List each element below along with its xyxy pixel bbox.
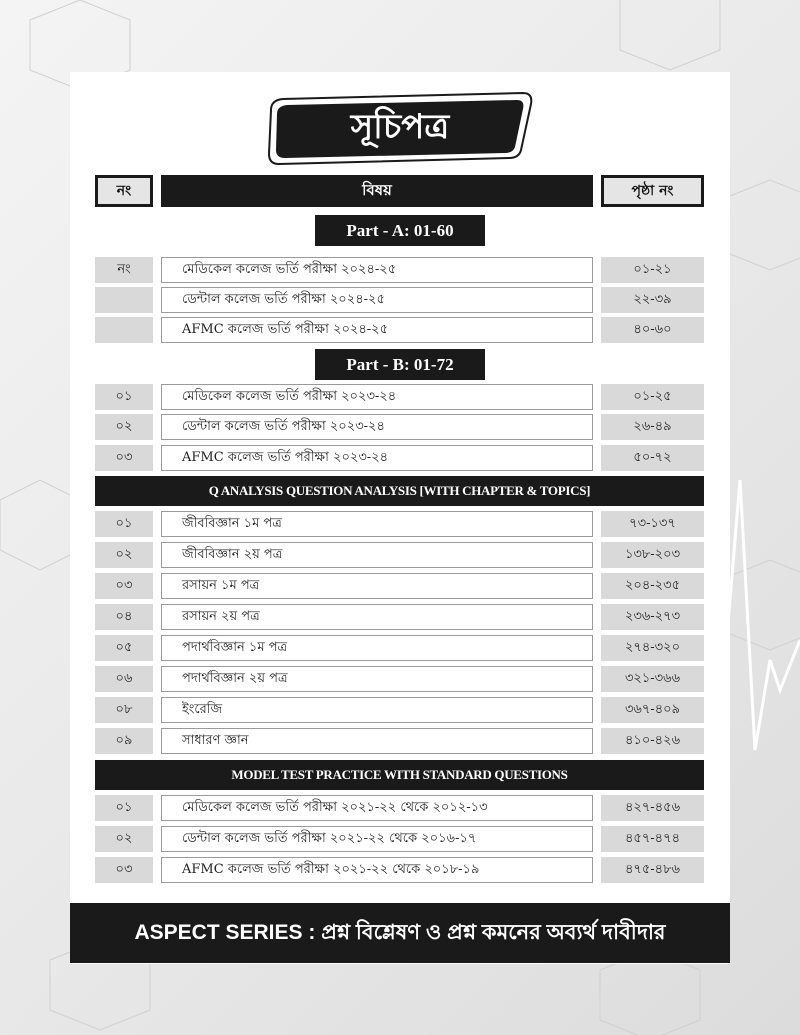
row-page: ৪৭৫-৪৮৬	[601, 857, 704, 883]
row-subject: ডেন্টাল কলেজ ভর্তি পরীক্ষা ২০২৪-২৫	[161, 287, 593, 313]
row-no: ০১	[95, 795, 153, 821]
section-label-q-analysis: Q ANALYSIS QUESTION ANALYSIS [WITH CHAPTER & TOPICS]	[95, 476, 704, 506]
section-label-model-test: MODEL TEST PRACTICE WITH STANDARD QUESTIONS	[95, 760, 704, 790]
row-page: ০১-২১	[601, 257, 704, 283]
row-subject: ডেন্টাল কলেজ ভর্তি পরীক্ষা ২০২৩-২৪	[161, 414, 593, 440]
row-subject: রসায়ন ২য় পত্র	[161, 604, 593, 630]
page-title: সূচিপত্র	[350, 106, 450, 147]
row-page: ২০৪-২৩৫	[601, 573, 704, 599]
row-page: ২৩৬-২৭৩	[601, 604, 704, 630]
row-subject: পদার্থবিজ্ঞান ২য় পত্র	[161, 666, 593, 692]
row-subject: জীববিজ্ঞান ১ম পত্র	[161, 511, 593, 537]
row-no: ০২	[95, 414, 153, 440]
row-page: ৪৫৭-৪৭৪	[601, 826, 704, 852]
row-no: ০৩	[95, 857, 153, 883]
header-no: নং	[95, 175, 153, 207]
row-subject: সাধারণ জ্ঞান	[161, 728, 593, 754]
header-subject: বিষয়	[161, 175, 593, 207]
row-page: ৫০-৭২	[601, 445, 704, 471]
row-no: নং	[95, 257, 153, 283]
row-subject: মেডিকেল কলেজ ভর্তি পরীক্ষা ২০২৩-২৪	[161, 384, 593, 410]
row-no: ০৫	[95, 635, 153, 661]
row-subject: AFMC কলেজ ভর্তি পরীক্ষা ২০২১-২২ থেকে ২০১৮-১৯	[161, 857, 593, 883]
row-page: ৩২১-৩৬৬	[601, 666, 704, 692]
row-subject: জীববিজ্ঞান ২য় পত্র	[161, 542, 593, 568]
row-subject: ডেন্টাল কলেজ ভর্তি পরীক্ষা ২০২১-২২ থেকে ২০১৬-১৭	[161, 826, 593, 852]
row-subject: রসায়ন ১ম পত্র	[161, 573, 593, 599]
row-page: ২৭৪-৩২০	[601, 635, 704, 661]
row-subject: পদার্থবিজ্ঞান ১ম পত্র	[161, 635, 593, 661]
footer-banner: ASPECT SERIES : প্রশ্ন বিশ্লেষণ ও প্রশ্ন কমনের অব্যর্থ দাবীদার	[70, 903, 730, 963]
row-no: ০৩	[95, 445, 153, 471]
row-subject: মেডিকেল কলেজ ভর্তি পরীক্ষা ২০২৪-২৫	[161, 257, 593, 283]
row-subject: মেডিকেল কলেজ ভর্তি পরীক্ষা ২০২১-২২ থেকে ২০১২-১৩	[161, 795, 593, 821]
section-label-part-a: Part - A: 01-60	[315, 215, 485, 246]
row-no: ০৩	[95, 573, 153, 599]
row-page: ৪২৭-৪৫৬	[601, 795, 704, 821]
row-subject: AFMC কলেজ ভর্তি পরীক্ষা ২০২৪-২৫	[161, 317, 593, 343]
row-page: ৪০-৬০	[601, 317, 704, 343]
contents-card	[70, 72, 730, 964]
row-no: ০৬	[95, 666, 153, 692]
title-banner	[265, 92, 535, 166]
row-page: ১৩৮-২০৩	[601, 542, 704, 568]
row-page: ৭৩-১৩৭	[601, 511, 704, 537]
row-no	[95, 317, 153, 343]
section-label-part-b: Part - B: 01-72	[315, 349, 485, 380]
row-no: ০৯	[95, 728, 153, 754]
row-no: ০১	[95, 511, 153, 537]
row-page: ০১-২৫	[601, 384, 704, 410]
row-no: ০২	[95, 542, 153, 568]
row-no: ০১	[95, 384, 153, 410]
row-no	[95, 287, 153, 313]
row-subject: ইংরেজি	[161, 697, 593, 723]
row-no: ০৪	[95, 604, 153, 630]
row-no: ০২	[95, 826, 153, 852]
row-page: ২২-৩৯	[601, 287, 704, 313]
row-page: ৪১০-৪২৬	[601, 728, 704, 754]
row-subject: AFMC কলেজ ভর্তি পরীক্ষা ২০২৩-২৪	[161, 445, 593, 471]
row-no: ০৮	[95, 697, 153, 723]
row-page: ৩৬৭-৪০৯	[601, 697, 704, 723]
row-page: ২৬-৪৯	[601, 414, 704, 440]
header-page: পৃষ্ঠা নং	[601, 175, 704, 207]
